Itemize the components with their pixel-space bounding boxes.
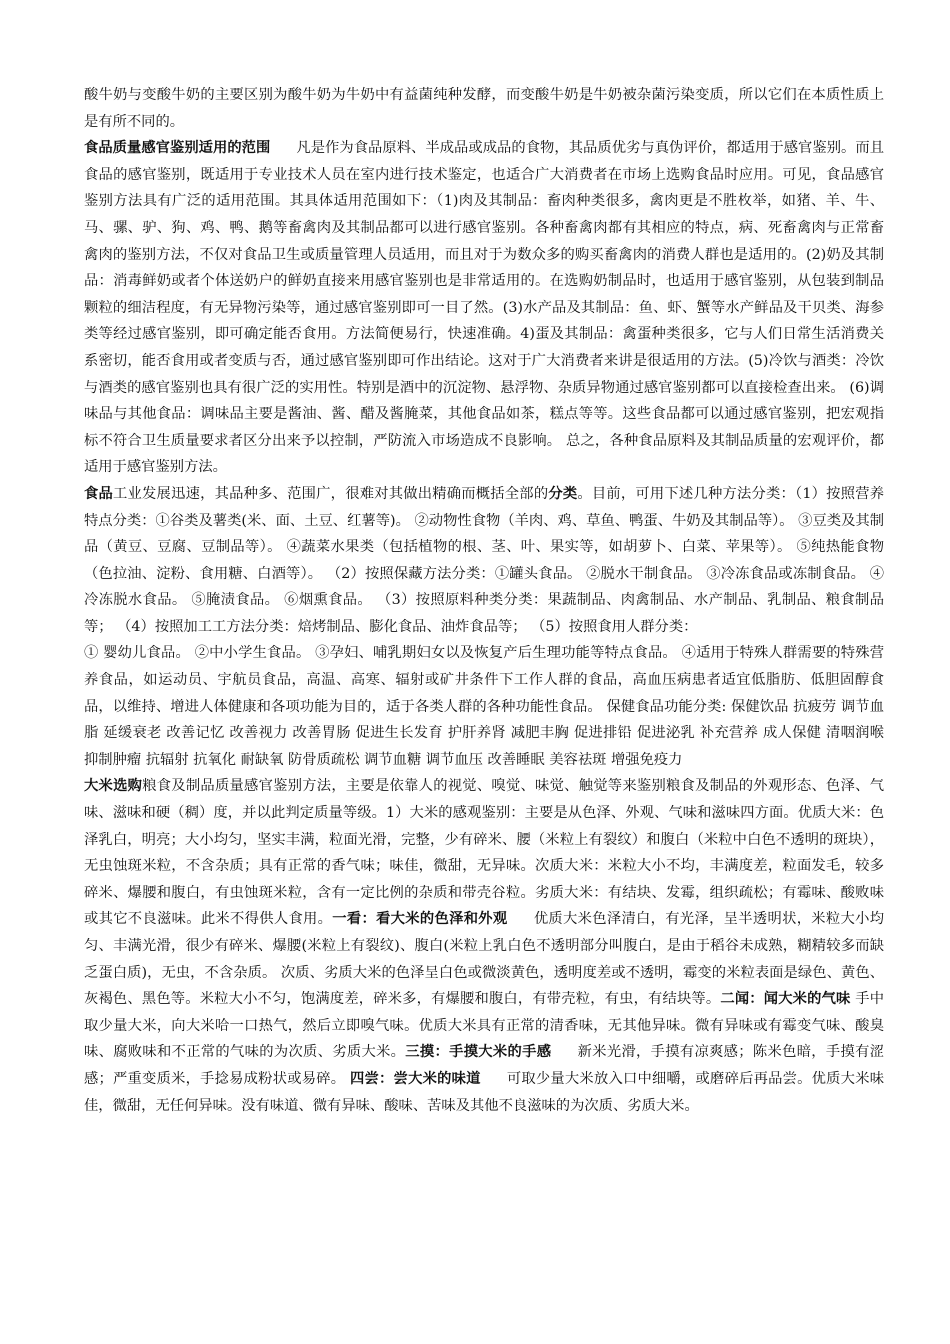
bold-term: 食品 <box>84 485 114 502</box>
paragraph-text: 优质大米色泽清白，有光泽，呈半透明状，米粒大小均匀、丰满光滑，很少有碎米、爆腰(米粒上有裂纹)、腹白(米粒上乳白色不透明部分叫腹白，是由于稻谷未成熟，糊精较多而缺乏蛋白质)，无虫，不含杂质。 次质、劣质大米的色泽呈白色或微淡黄色，透明度差或不透明，霉变的米粒表面是绿色、黄色、灰褐色、黑色等。米粒大小不匀，饱满度差，碎米多，有爆腰和腹白，有带壳粒，有虫，有结块等。 <box>84 911 885 1008</box>
paragraph-text: 。目前，可用下述几种方法分类：（1）按照营养特点分类：①谷类及薯类(米、面、土豆、红薯等)。 ②动物性食物（羊肉、鸡、草鱼、鸭蛋、牛奶及其制品等）。 ③豆类及其制品（黄豆、豆腐、豆制品等）。 ④蔬菜水果类（包括植物的根、茎、叶、果实等，如胡萝卜、白菜、苹果等）。 ⑤纯热能食物（色拉油、淀粉、食用糖、白酒等）。 （2）按照保藏方法分类：①罐头食品。 ②脱水干制食品。 ③冷冻食品或冻制食品。 ④冷冻脱水食品。 ⑤腌渍食品。 ⑥烟熏食品。 （3）按照原料种类分类：果蔬制品、肉禽制品、水产制品、乳制品、粮食制品等； （4）按照加工工方法分类：焙烤制品、膨化食品、油炸食品等； （5）按照食用人群分类： <box>84 485 885 635</box>
paragraph-food-classification <box>84 481 884 641</box>
paragraph-text: 粮食及制品质量感官鉴别方法，主要是依靠人的视觉、嗅觉、味觉、触觉等来鉴别粮食及制品的外观形态、色泽、气味、滋味和硬（稠）度，并以此判定质量等级。1）大米的感观鉴别：主要是从色泽、外观、气味和滋味四方面。优质大米：色泽乳白，明亮；大小均匀，坚实丰满，粒面光滑，完整，少有碎米、腰（米粒上有裂纹）和腹白（米粒中白色不透明的斑块），无虫蚀斑米粒，不含杂质；具有正常的香气味；味佳，微甜，无异味。次质大米：米粒大小不均，丰满度差，粒面发毛，较多碎米、爆腰和腹白，有虫蚀斑米粒，含有一定比例的杂质和带壳谷粒。劣质大米：有结块、发霉，组织疏松；有霉味、酸败味或其它不良滋味。此米不得供人食用。 <box>84 778 884 928</box>
paragraph-yogurt <box>84 82 884 135</box>
paragraph-text: 新米光滑，手摸有凉爽感；陈米色暗，手摸有涩感；严重变质米，手捻易成粉状或易碎。 <box>84 1044 885 1087</box>
paragraph-text: 可取少量大米放入口中细嚼，或磨碎后再品尝。优质大米味佳，微甜，无任何异味。没有味道、微有异味、酸味、苦味及其他不良滋味的为次质、劣质大米。 <box>84 1070 884 1114</box>
paragraph-consumer-groups <box>84 640 884 773</box>
paragraph-text: ① 婴幼儿食品。 ②中小学生食品。 ③孕妇、哺乳期妇女以及恢复产后生理功能等特点食品。 ④适用于特殊人群需要的特殊营养食品，如运动员、宇航员食品，高温、高寒、辐射或矿井条件下工作人群的食品，高血压病患者适宜低脂肪、低胆固醇食品，以维持、增进人体健康和各项功能为目的，适于各类人群的各种功能性食品。 保健食品功能分类: 保健饮品 抗疲劳 调节血脂 延缓衰老 改善记忆 改善视力 改善胃肠 促进生长发育 护肝养肾 减肥丰胸 促进排铅 促进泌乳 补充营养 成人保健 清咽润喉 抑制肿瘤 抗辐射 抗氧化 耐缺氧 防骨质疏松 调节血糖 调节血压 改善睡眠 美容祛斑 增强免疫力 <box>84 645 884 768</box>
step-heading: 四尝：尝大米的味道 <box>350 1070 481 1087</box>
step-heading: 二闻：闻大米的气味 <box>720 991 851 1008</box>
step-heading: 一看：看大米的色泽和外观 <box>332 911 508 928</box>
section-heading: 食品质量感官鉴别适用的范围 <box>84 140 271 157</box>
bold-term: 分类 <box>548 485 578 502</box>
paragraph-text: 手中取少量大米，向大米哈一口热气，然后立即嗅气味。优质大米具有正常的清香味，无其他异味。微有异味或有霉变气味、酸臭味、腐败味和不正常的气味的为次质、劣质大米。 <box>84 991 885 1061</box>
paragraph-text: 工业发展迅速，其品种多、范围广，很难对其做出精确而概括全部的 <box>113 485 549 502</box>
paragraph-sensory-scope <box>84 135 884 481</box>
paragraph-text: 酸牛奶与变酸牛奶的主要区别为酸牛奶为牛奶中有益菌纯种发酵，而变酸牛奶是牛奶被杂菌污染变质，所以它们在本质性质上是有所不同的。 <box>84 87 884 130</box>
section-heading: 大米选购 <box>84 778 143 795</box>
step-heading: 三摸：手摸大米的手感 <box>405 1044 552 1061</box>
paragraph-text: 凡是作为食品原料、半成品或成品的食物，其品质优劣与真伪评价，都适用于感官鉴别。而且食品的感官鉴别，既适用于专业技术人员在室内进行技术鉴定，也适合广大消费者在市场上选购食品时应用。可见，食品感官鉴别方法具有广泛的适用范围。其具体适用范围如下：（1)肉及其制品：畜肉种类很多，禽肉更是不胜枚举，如猪、羊、牛、马、骡、驴、狗、鸡、鸭、鹅等畜禽肉及其制品都可以进行感官鉴别。各种畜禽肉都有其相应的特点，病、死畜禽肉与正常畜禽肉的鉴别方法，不仅对食品卫生或质量管理人员适用，而且对于为数众多的购买畜禽肉的消费人群也是适用的。(2)奶及其制品：消毒鲜奶或者个体送奶户的鲜奶直接来用感官鉴别也是非常适用的。在选购奶制品时，也适用于感官鉴别，从包装到制品颗粒的细洁程度，有无异物污染等，通过感官鉴别即可一目了然。(3)水产品及其制品：鱼、虾、蟹等水产鲜品及干贝类、海参类等经过感官鉴别，即可确定能否食用。方法简便易行，快速准确。4)蛋及其制品：禽蛋种类很多，它与人们日常生活消费关系密切，能否食用或者变质与否，通过感官鉴别即可作出结论。这对于广大消费者来讲是很适用的方法。(5)冷饮与酒类：冷饮与酒类的感官鉴别也具有很广泛的实用性。特别是酒中的沉淀物、悬浮物、杂质异物通过感官鉴别都可以直接检查出来。 (6)调味品与其他食品：调味品主要是酱油、酱、醋及酱腌菜，其他食品如茶，糕点等等。这些食品都可以通过感官鉴别，把宏观指标不符合卫生质量要求者区分出来予以控制，严防流入市场造成不良影响。 总之，各种食品原料及其制品质量的宏观评价，都适用于感官鉴别方法。 <box>84 140 885 476</box>
paragraph-rice-selection <box>84 773 884 1119</box>
